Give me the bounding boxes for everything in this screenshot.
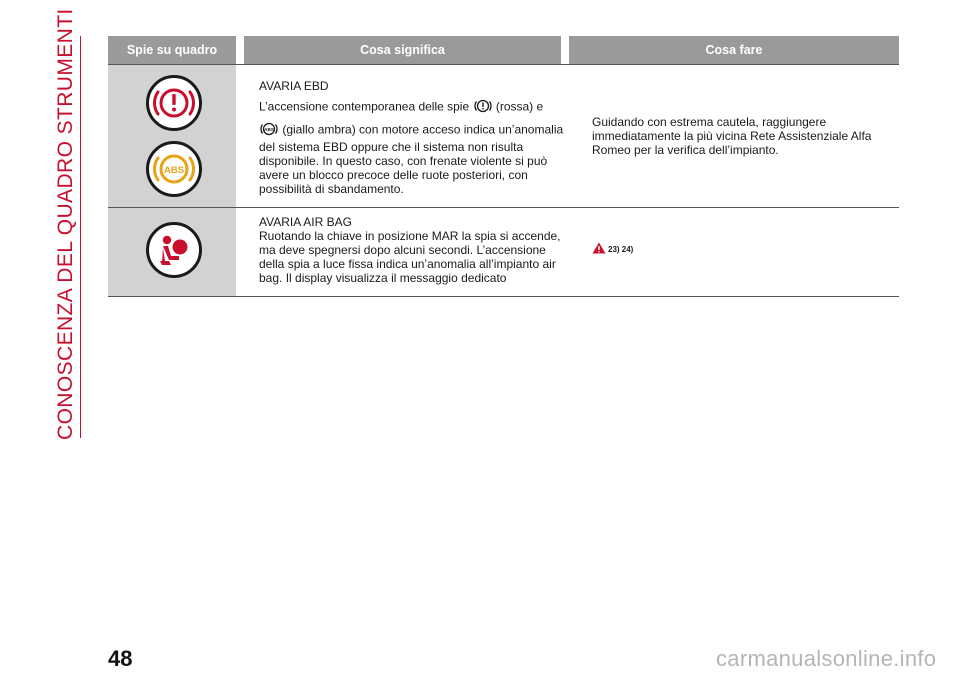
page-number: 48: [108, 646, 133, 671]
meaning-text: L’accensione contemporanea delle spie: [259, 99, 470, 114]
action-cell: [570, 65, 899, 207]
meaning-cell: [236, 65, 570, 207]
meaning-cell: [236, 208, 570, 296]
note-reference: 23) 24): [608, 244, 634, 254]
airbag-warning-icon: [146, 222, 202, 278]
meaning-text: (giallo ambra) con motore acceso indica un’anomalia del sistema EBD oppure che il sistema non risulta disponibile. In questo caso, con frenate violente si può avere un blocco precoce delle ruote posteriori, con possibilità di sbandamento.: [259, 122, 564, 196]
brake-warning-icon: [146, 75, 202, 131]
icon-cell: [108, 208, 236, 296]
header-col-lights: Spie su quadro: [108, 36, 236, 64]
section-side-title: CONOSCENZA DEL QUADRO STRUMENTI: [54, 8, 77, 440]
abs-warning-icon: [146, 141, 202, 197]
icon-cell: [108, 65, 236, 207]
action-cell: [570, 208, 899, 296]
svg-text:ABS: ABS: [163, 165, 185, 176]
table-header: [108, 36, 899, 64]
warning-triangle-icon: [592, 242, 606, 257]
warning-title: AVARIA AIR BAG: [259, 215, 352, 229]
header-col-action: Cosa fare: [569, 36, 899, 64]
watermark: carmanualsonline.info: [716, 646, 937, 671]
header-col-meaning: Cosa significa: [244, 36, 561, 64]
abs-warning-inline-icon: [259, 121, 279, 140]
table-row: [108, 208, 899, 297]
warning-lights-table: [108, 36, 899, 297]
side-rule-divider: [80, 36, 81, 438]
warning-title: AVARIA EBD: [259, 79, 329, 93]
action-text: Guidando con estrema cautela, raggiungere immediatamente la più vicina Rete Assistenziale Alfa Romeo per la verifica dell’impianto.: [592, 115, 872, 157]
svg-text:ABS: ABS: [264, 127, 274, 132]
table-row: [108, 64, 899, 208]
brake-warning-inline-icon: [473, 98, 493, 117]
meaning-text: Ruotando la chiave in posizione MAR la spia si accende, ma deve spegnersi dopo alcuni secondi. L’accensione della spia a luce fissa indica un’anomalia all’impianto air bag. Il display visualizza il messaggio dedicato: [259, 229, 561, 285]
meaning-text: (rossa) e: [495, 99, 544, 114]
